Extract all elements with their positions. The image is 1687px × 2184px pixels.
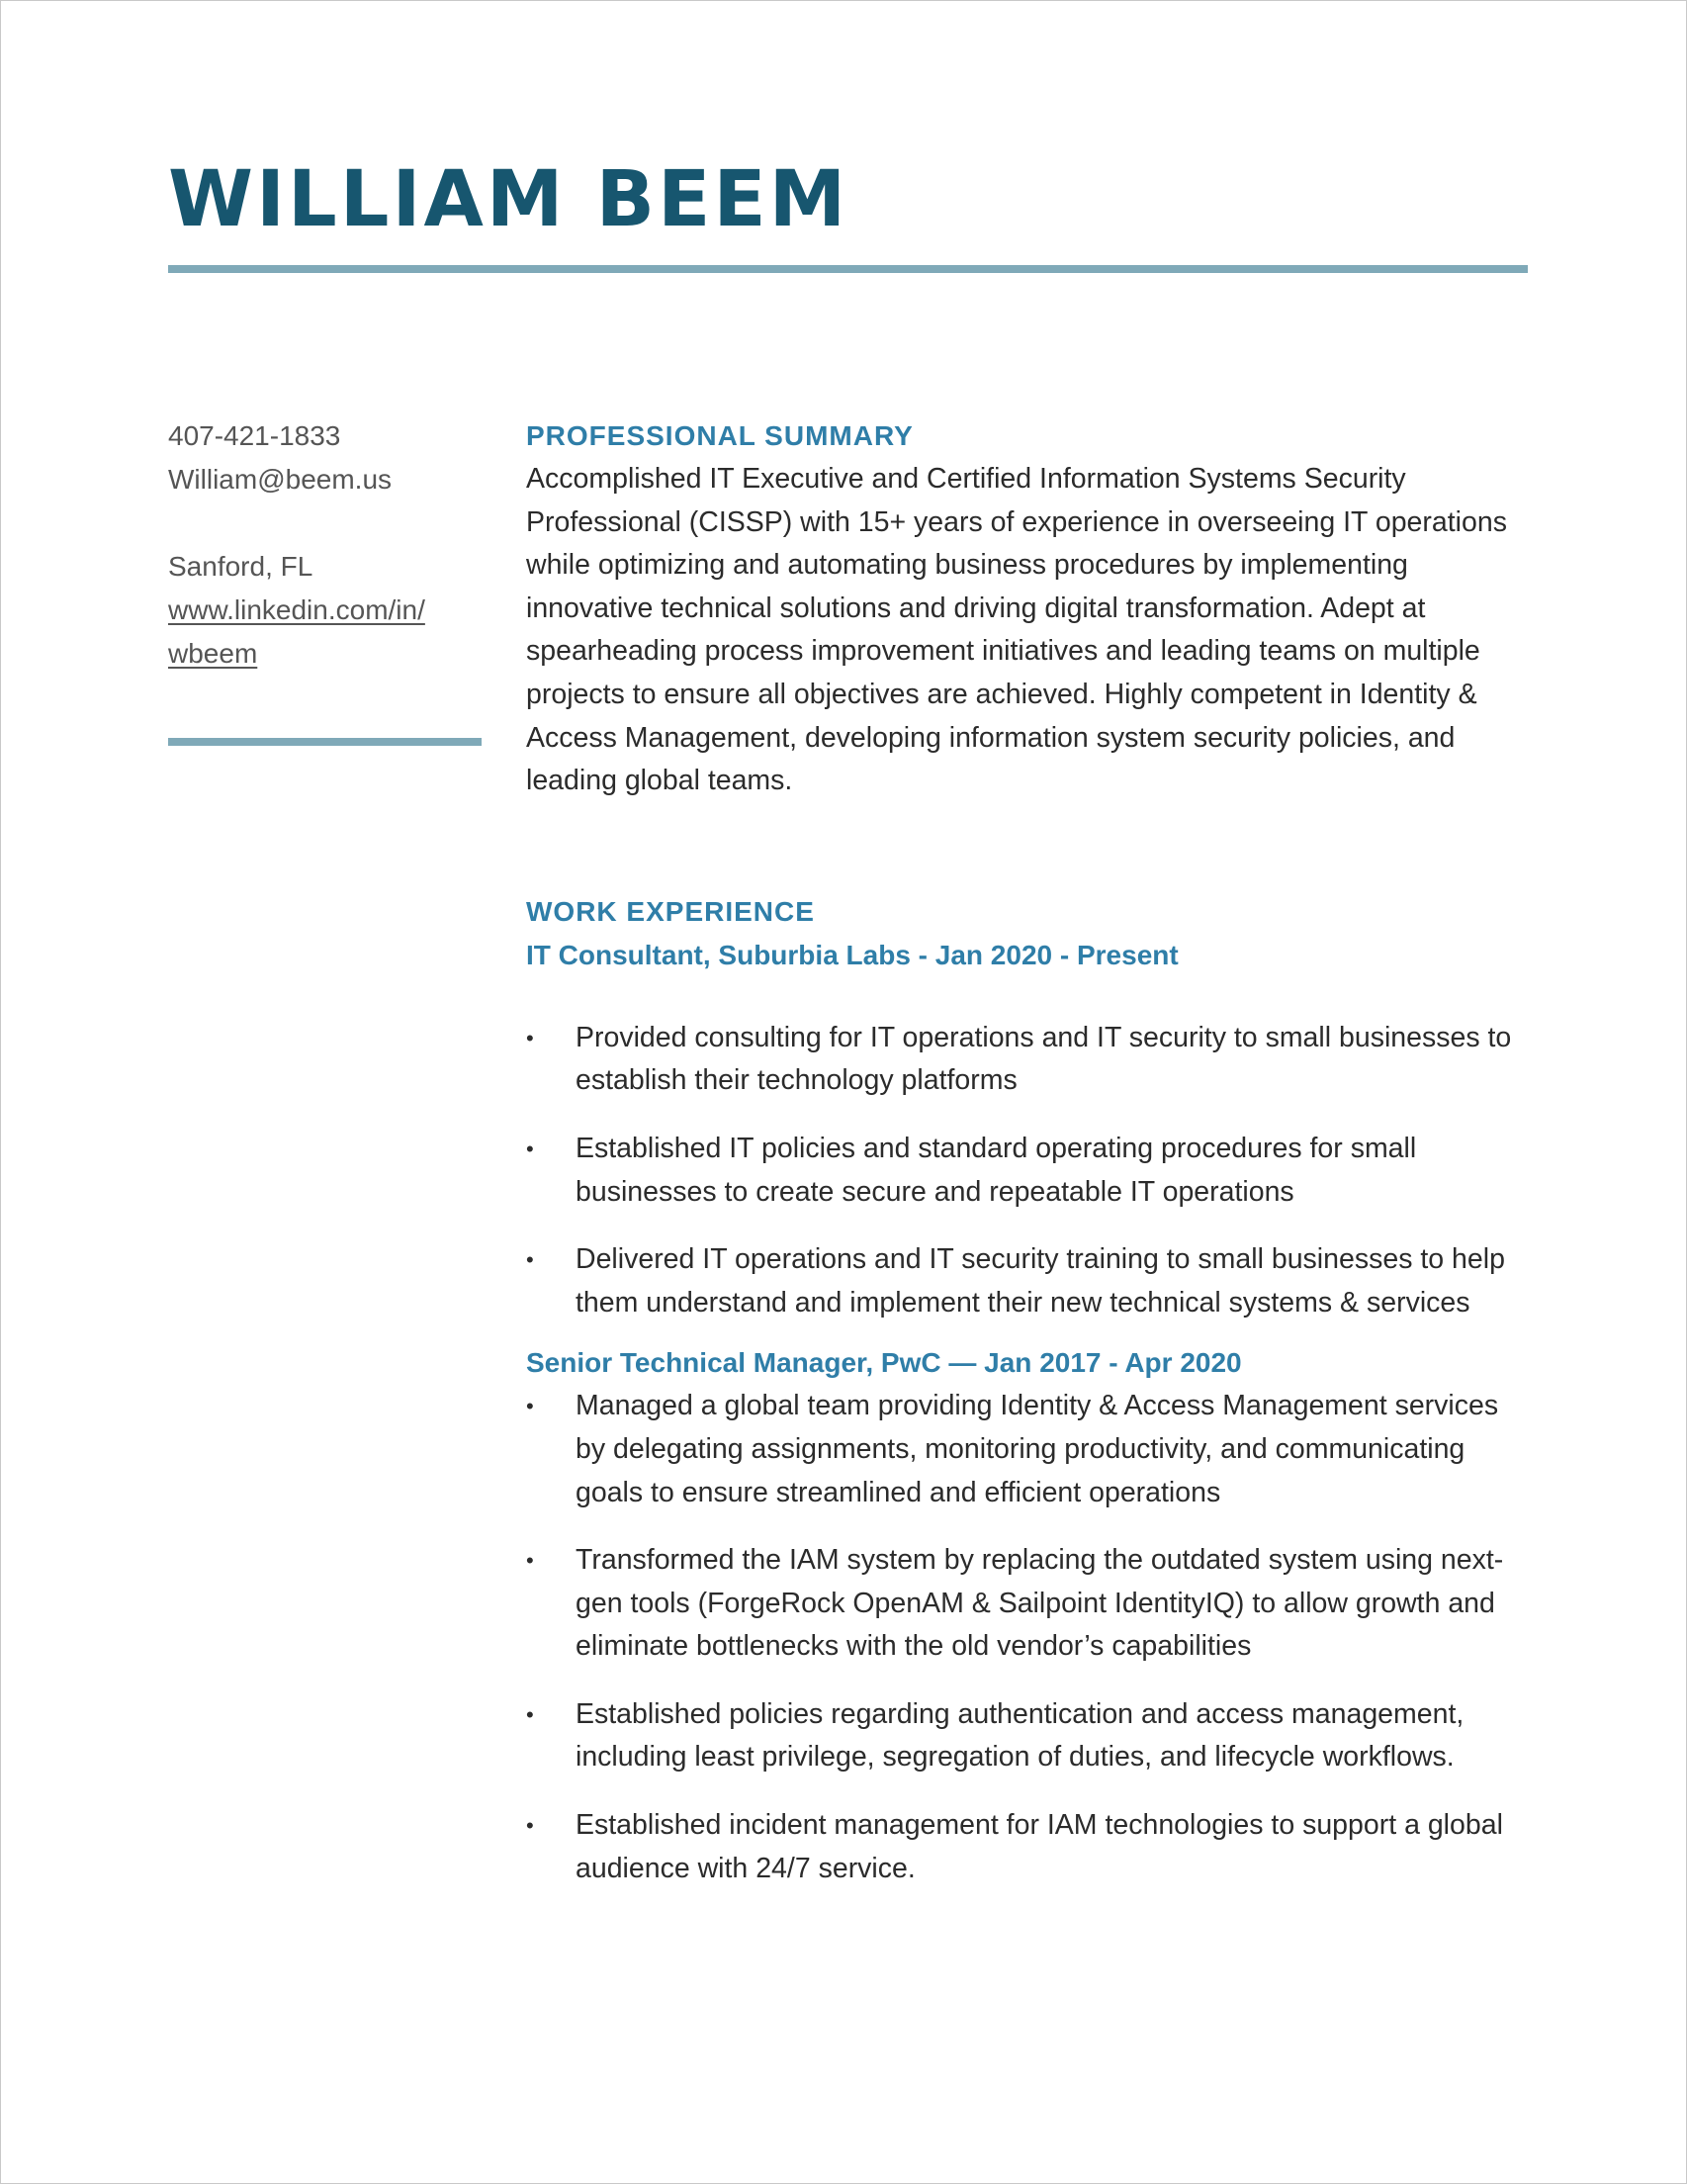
bullet-icon: • bbox=[526, 1394, 534, 1419]
bullet-text: Managed a global team providing Identity & Access Management services by delegating assignments, monitoring productivity, and communicating goals to ensure streamlined and efficient operations bbox=[576, 1390, 1499, 1508]
job-bullet bbox=[526, 1539, 1535, 1669]
job-bullet bbox=[526, 1128, 1535, 1214]
bullet-text: Established policies regarding authentication and access management, including least privilege, segregation of duties, and lifecycle workflows. bbox=[576, 1697, 1465, 1774]
bullet-icon: • bbox=[526, 1701, 534, 1727]
bullet-text: Transformed the IAM system by replacing the outdated system using next-gen tools (ForgeRock OpenAM & Sailpoint IdentityIQ) to allow growth and eliminate bottlenecks with the old vendor’s capabilities bbox=[576, 1544, 1504, 1663]
bullet-text: Established incident management for IAM technologies to support a global audience with 24/7 service. bbox=[576, 1809, 1503, 1884]
summary-heading: PROFESSIONAL SUMMARY bbox=[526, 420, 914, 451]
job-bullet bbox=[526, 1385, 1535, 1514]
name-divider bbox=[168, 265, 1528, 273]
linkedin-link-part2[interactable]: wbeem bbox=[168, 638, 258, 669]
job-bullets-pwc bbox=[526, 1385, 1535, 1890]
job-bullet bbox=[526, 1693, 1535, 1779]
contact-spacer bbox=[168, 501, 485, 545]
bullet-icon: • bbox=[526, 1136, 534, 1161]
summary-text: Accomplished IT Executive and Certified Information Systems Security Professional (CISSP) with 15+ years of experience in overseeing IT operations while optimizing and automating business procedures by implementing innovative technical solutions and driving digital transformation. Adept at spearheading process improvement initiatives and leading teams on multiple projects to ensure all objectives are achieved. Highly competent in Identity & Access Management, developing information system security policies, and leading global teams. bbox=[526, 463, 1507, 797]
job-heading-suburbia: IT Consultant, Suburbia Labs - Jan 2020 - Present bbox=[526, 939, 1179, 970]
candidate-name: WILLIAM BEEM bbox=[168, 155, 849, 244]
bullet-icon: • bbox=[526, 1247, 534, 1273]
bullet-text: Provided consulting for IT operations and IT security to small businesses to establish their technology platforms bbox=[576, 1021, 1512, 1097]
sidebar-divider bbox=[168, 738, 482, 746]
job-heading-pwc: Senior Technical Manager, PwC — Jan 2017 - Apr 2020 bbox=[526, 1347, 1242, 1379]
phone-number: 407-421-1833 bbox=[168, 420, 341, 451]
bullet-icon: • bbox=[526, 1025, 534, 1050]
linkedin-link-part1[interactable]: www.linkedin.com/in/ bbox=[168, 594, 425, 625]
bullet-text: Established IT policies and standard operating procedures for small businesses to create secure and repeatable IT operations bbox=[576, 1132, 1417, 1208]
job-bullets-suburbia bbox=[526, 1017, 1535, 1325]
main-column bbox=[526, 414, 1535, 1915]
work-experience-heading: WORK EXPERIENCE bbox=[526, 895, 815, 927]
bullet-text: Delivered IT operations and IT security training to small businesses to help them understand and implement their new technical systems & services bbox=[576, 1243, 1505, 1319]
job-bullet bbox=[526, 1017, 1535, 1103]
job-bullet bbox=[526, 1804, 1535, 1890]
contact-sidebar bbox=[168, 414, 485, 676]
email-address: William@beem.us bbox=[168, 464, 393, 495]
location: Sanford, FL bbox=[168, 551, 313, 582]
bullet-icon: • bbox=[526, 1813, 534, 1839]
job-bullet bbox=[526, 1238, 1535, 1324]
bullet-icon: • bbox=[526, 1548, 534, 1574]
